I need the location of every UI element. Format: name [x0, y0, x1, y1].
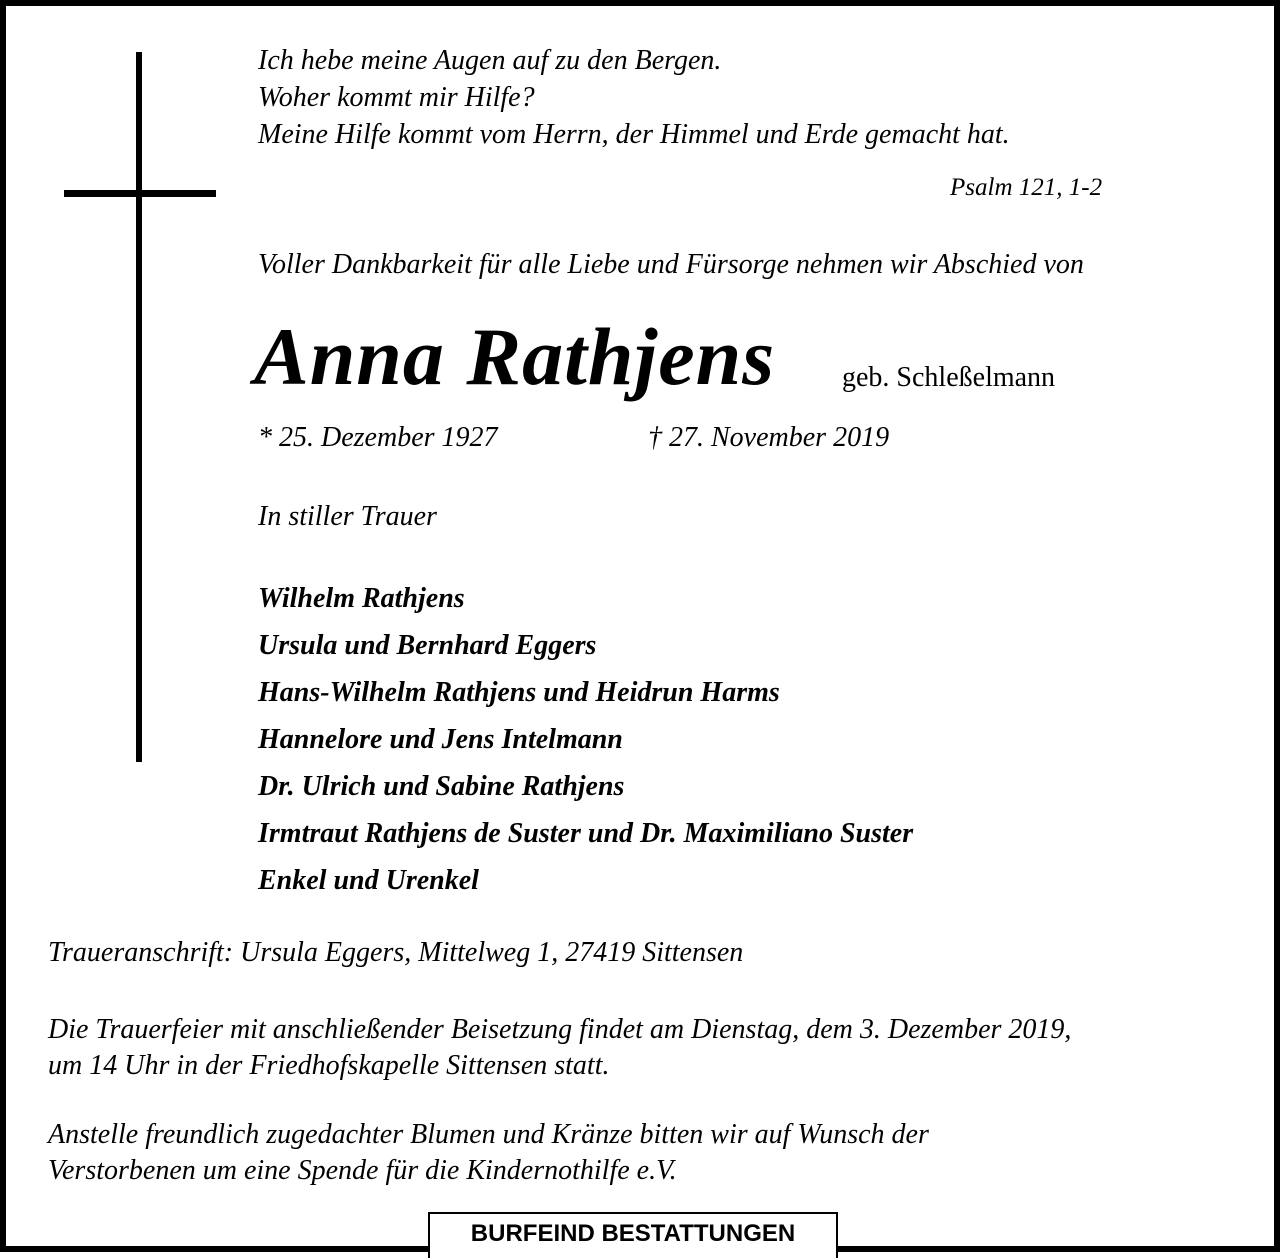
- donation-line: Anstelle freundlich zugedachter Blumen und Kränze bitten wir auf Wunsch der: [48, 1119, 929, 1150]
- mourner-item: Wilhelm Rathjens: [258, 583, 465, 614]
- psalm-line: Meine Hilfe kommt vom Herrn, der Himmel und Erde gemacht hat.: [258, 119, 1010, 150]
- maiden-name: geb. Schleßelmann: [842, 362, 1056, 393]
- mourner-item: Irmtraut Rathjens de Suster und Dr. Maximiliano Suster: [258, 818, 914, 849]
- service-line: Die Trauerfeier mit anschließender Beisetzung findet am Dienstag, dem 3. Dezember 2019,: [48, 1014, 1072, 1045]
- mourner-item: Dr. Ulrich und Sabine Rathjens: [258, 771, 625, 802]
- grief-line: In stiller Trauer: [258, 501, 437, 532]
- psalm-reference: Psalm 121, 1-2: [950, 174, 1103, 201]
- service-line: um 14 Uhr in der Friedhofskapelle Sittensen statt.: [48, 1050, 610, 1081]
- mourners-list: [258, 575, 913, 904]
- donation-request: [48, 1117, 929, 1189]
- deceased-name: Anna Rathjens: [254, 311, 776, 402]
- mourner-item: Enkel und Urenkel: [258, 865, 479, 896]
- cross-horizontal-bar: [64, 190, 216, 197]
- mourner-item: Hannelore und Jens Intelmann: [258, 724, 623, 755]
- funeral-service-notice: [48, 1012, 1071, 1084]
- mourner-item: Ursula und Bernhard Eggers: [258, 630, 597, 661]
- birth-date: * 25. Dezember 1927: [258, 422, 498, 453]
- mourning-address: Traueranschrift: Ursula Eggers, Mittelweg 1, 27419 Sittensen: [48, 937, 744, 968]
- death-date: † 27. November 2019: [648, 422, 890, 453]
- mourner-item: Hans-Wilhelm Rathjens und Heidrun Harms: [258, 677, 780, 708]
- cross-vertical-bar: [136, 52, 142, 762]
- psalm-line: Ich hebe meine Augen auf zu den Bergen.: [258, 45, 722, 76]
- psalm-quote: [258, 42, 1010, 153]
- undertaker-label: BURFEIND BESTATTUNGEN: [428, 1212, 838, 1258]
- psalm-line: Woher kommt mir Hilfe?: [258, 82, 535, 113]
- farewell-intro: Voller Dankbarkeit für alle Liebe und Fürsorge nehmen wir Abschied von: [258, 249, 1084, 280]
- donation-line: Verstorbenen um eine Spende für die Kindernothilfe e.V.: [48, 1155, 677, 1186]
